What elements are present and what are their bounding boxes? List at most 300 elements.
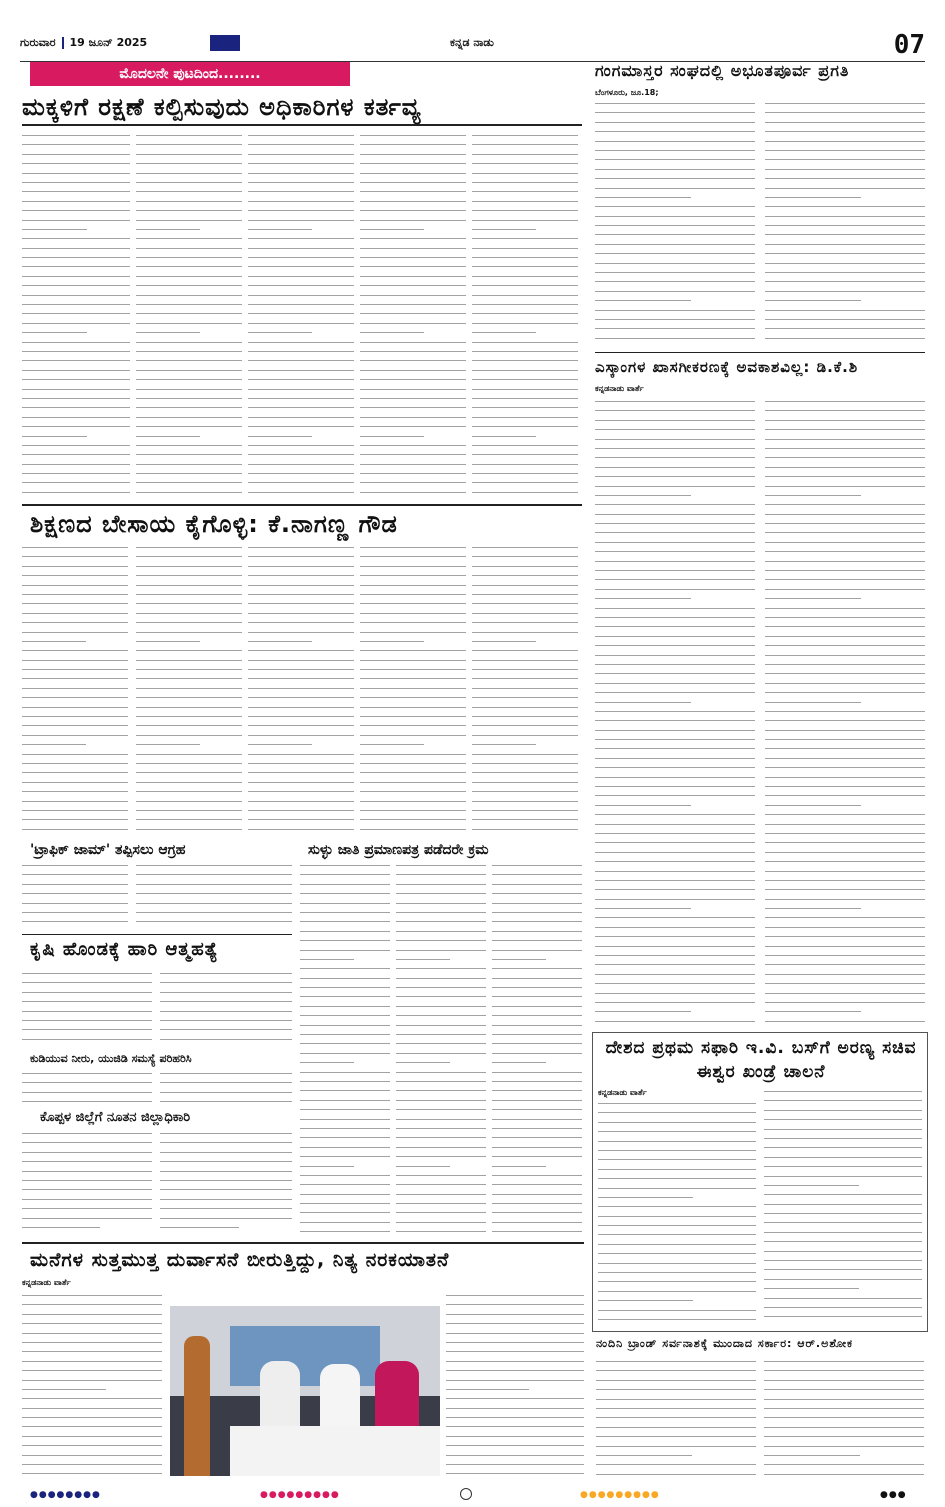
text-line xyxy=(765,546,925,555)
text-line xyxy=(764,1152,922,1161)
text-line xyxy=(300,1001,390,1010)
text-line xyxy=(22,1128,152,1137)
text-line xyxy=(136,598,242,607)
text-line xyxy=(248,655,354,664)
text-line xyxy=(22,1203,152,1212)
text-line xyxy=(765,443,925,452)
text-line xyxy=(22,598,128,607)
text-line xyxy=(598,1276,756,1285)
text-line xyxy=(22,308,130,317)
text-line xyxy=(765,434,925,443)
text-line xyxy=(764,1450,860,1459)
text-line xyxy=(492,945,582,954)
text-line xyxy=(595,286,755,295)
text-line xyxy=(160,1156,292,1165)
text-line xyxy=(136,786,242,795)
text-line xyxy=(136,468,242,477)
text-line xyxy=(595,753,755,762)
text-line xyxy=(472,224,536,233)
text-line xyxy=(248,421,354,430)
text-line xyxy=(136,337,242,346)
headline-a6: ಸುಳ್ಳು ಜಾತಿ ಪ್ರಮಾಣಪತ್ರ ಪಡೆದರೇ ಕ್ರಮ xyxy=(308,842,489,858)
article-body xyxy=(764,1086,922,1326)
text-line xyxy=(472,561,578,570)
text-line xyxy=(136,487,242,496)
text-line xyxy=(492,916,582,925)
text-line xyxy=(360,149,466,158)
text-line xyxy=(598,1286,756,1295)
text-line xyxy=(396,1001,486,1010)
text-line xyxy=(360,431,424,440)
text-line xyxy=(360,692,466,701)
text-line xyxy=(595,239,755,248)
text-line xyxy=(360,252,466,261)
text-line xyxy=(360,468,466,477)
text-line xyxy=(446,1337,584,1346)
text-line xyxy=(596,1375,756,1384)
text-line xyxy=(248,758,354,767)
text-line xyxy=(360,186,466,195)
article-body xyxy=(765,396,925,1026)
text-line xyxy=(248,233,354,242)
paper-name: ಕನ್ನಡ ನಾಡು xyxy=(450,36,494,49)
text-line xyxy=(472,308,578,317)
text-line xyxy=(22,758,128,767)
text-line xyxy=(360,355,466,364)
text-line xyxy=(765,107,925,116)
text-line xyxy=(596,1356,756,1365)
text-line xyxy=(492,1029,582,1038)
text-line xyxy=(765,537,925,546)
text-line xyxy=(595,490,691,499)
text-line xyxy=(22,1147,152,1156)
text-line xyxy=(764,1124,922,1133)
text-line xyxy=(300,1170,390,1179)
text-line xyxy=(765,856,925,865)
text-line xyxy=(360,598,466,607)
text-line xyxy=(396,869,486,878)
text-line xyxy=(22,711,128,720)
headline-a12: ನಂದಿನಿ ಬ್ರಾಂಡ್ ಸರ್ವನಾಶಕ್ಕೆ ಮುಂದಾದ ಸರ್ಕಾರ: ಆರ್.ಅಶೋಕ xyxy=(596,1337,853,1350)
text-line xyxy=(765,258,925,267)
text-line xyxy=(765,452,925,461)
text-line xyxy=(492,879,582,888)
text-line xyxy=(492,1179,582,1188)
text-line xyxy=(396,1029,486,1038)
text-line xyxy=(595,856,755,865)
text-line xyxy=(136,608,242,617)
text-line xyxy=(396,879,486,888)
text-line xyxy=(765,248,925,257)
text-line xyxy=(595,931,755,940)
text-line xyxy=(22,1440,162,1449)
text-line xyxy=(22,440,130,449)
text-line xyxy=(472,570,578,579)
text-line xyxy=(472,824,578,833)
text-line xyxy=(765,471,925,480)
text-line xyxy=(248,459,354,468)
color-registration: ●●● xyxy=(880,1490,907,1500)
text-line xyxy=(765,117,925,126)
text-line xyxy=(360,233,466,242)
text-line xyxy=(136,814,242,823)
text-line xyxy=(360,384,466,393)
text-line xyxy=(595,1006,691,1015)
text-line xyxy=(472,814,578,823)
text-line xyxy=(248,205,354,214)
text-line xyxy=(136,796,242,805)
text-line xyxy=(595,126,755,135)
text-line xyxy=(22,421,130,430)
text-line xyxy=(22,196,130,205)
text-line xyxy=(765,772,925,781)
text-line xyxy=(22,542,128,551)
text-line xyxy=(22,636,86,645)
text-line xyxy=(248,636,312,645)
text-line xyxy=(136,139,242,148)
text-line xyxy=(136,879,292,888)
text-line xyxy=(765,220,925,229)
text-line xyxy=(492,1001,582,1010)
text-line xyxy=(22,860,128,869)
text-line xyxy=(360,664,466,673)
text-line xyxy=(300,869,390,878)
text-line xyxy=(492,907,582,916)
text-line xyxy=(472,168,578,177)
text-line xyxy=(22,261,130,270)
text-line xyxy=(22,1375,162,1384)
text-line xyxy=(360,608,466,617)
text-line xyxy=(248,683,354,692)
text-line xyxy=(764,1422,924,1431)
text-line xyxy=(22,355,130,364)
text-line xyxy=(595,314,755,323)
text-line xyxy=(248,440,354,449)
text-line xyxy=(472,758,578,767)
text-line xyxy=(595,875,755,884)
text-line xyxy=(764,1105,922,1114)
text-line xyxy=(472,683,578,692)
text-line xyxy=(765,462,925,471)
text-line xyxy=(22,589,128,598)
text-line xyxy=(300,1151,390,1160)
headline-a9: ಕೊಪ್ಪಳ ಜಿಲ್ಲೆಗೆ ನೂತನ ಜಿಲ್ಲಾಧಿಕಾರಿ xyxy=(40,1110,191,1125)
text-line xyxy=(765,574,925,583)
text-line xyxy=(22,968,152,977)
text-line xyxy=(248,468,354,477)
text-line xyxy=(22,907,128,916)
text-line xyxy=(136,617,242,626)
text-line xyxy=(360,814,466,823)
headline-a4: ಶಿಕ್ಷಣದ ಬೇಸಾಯ ಕೈಗೊಳ್ಳಿ: ಕೆ.ನಾಗಣ್ಣ ಗೌಡ xyxy=(30,510,398,538)
text-line xyxy=(472,608,578,617)
text-line xyxy=(22,888,128,897)
text-line xyxy=(360,139,466,148)
text-line xyxy=(22,627,128,636)
text-line xyxy=(598,1248,756,1257)
text-line xyxy=(160,1222,239,1231)
text-line xyxy=(248,589,354,598)
text-line xyxy=(360,580,466,589)
text-line xyxy=(22,645,128,654)
text-line xyxy=(396,1048,486,1057)
text-line xyxy=(360,758,466,767)
text-line xyxy=(492,1085,582,1094)
text-line xyxy=(492,869,582,878)
text-line xyxy=(360,449,466,458)
text-line xyxy=(22,205,130,214)
registration-mark xyxy=(460,1488,472,1500)
article-body xyxy=(492,860,582,1238)
text-line xyxy=(360,196,466,205)
text-line xyxy=(765,593,861,602)
text-line xyxy=(396,1095,486,1104)
text-line xyxy=(492,860,582,869)
text-line xyxy=(22,916,128,925)
text-line xyxy=(472,280,578,289)
text-line xyxy=(765,612,925,621)
text-line xyxy=(472,337,578,346)
text-line xyxy=(136,261,242,270)
text-line xyxy=(22,551,128,560)
text-line xyxy=(300,973,390,982)
text-line xyxy=(595,603,755,612)
text-line xyxy=(248,477,354,486)
text-line xyxy=(765,941,925,950)
text-line xyxy=(360,308,466,317)
text-line xyxy=(248,308,354,317)
text-line xyxy=(360,215,466,224)
text-line xyxy=(136,730,242,739)
color-registration: ●●●●●●●● xyxy=(30,1490,101,1500)
text-line xyxy=(136,692,242,701)
text-line xyxy=(300,907,390,916)
article-body xyxy=(598,1098,756,1326)
text-line xyxy=(360,224,424,233)
text-line xyxy=(595,405,755,414)
text-line xyxy=(248,805,354,814)
text-line xyxy=(22,374,130,383)
text-line xyxy=(136,477,242,486)
text-line xyxy=(136,767,242,776)
text-line xyxy=(248,327,312,336)
article-body xyxy=(136,860,292,930)
text-line xyxy=(472,318,578,327)
text-line xyxy=(765,314,925,323)
text-line xyxy=(360,767,466,776)
text-line xyxy=(595,593,691,602)
text-line xyxy=(360,673,466,682)
text-line xyxy=(492,1142,582,1151)
text-line xyxy=(598,1201,756,1210)
text-line xyxy=(446,1393,584,1402)
text-line xyxy=(765,697,861,706)
text-line xyxy=(248,177,354,186)
text-line xyxy=(22,683,128,692)
text-line xyxy=(595,415,755,424)
text-line xyxy=(472,365,578,374)
text-line xyxy=(360,459,466,468)
text-line xyxy=(300,1076,390,1085)
text-line xyxy=(595,424,755,433)
text-line xyxy=(248,598,354,607)
text-line xyxy=(136,402,242,411)
text-line xyxy=(360,749,466,758)
text-line xyxy=(136,860,292,869)
text-line xyxy=(360,243,466,252)
text-line xyxy=(765,481,925,490)
text-line xyxy=(396,860,486,869)
text-line xyxy=(396,898,486,907)
article-body xyxy=(22,1128,152,1238)
text-line xyxy=(595,305,755,314)
text-line xyxy=(765,211,925,220)
text-line xyxy=(596,1469,756,1478)
text-line xyxy=(360,327,424,336)
text-line xyxy=(248,290,354,299)
text-line xyxy=(396,1132,486,1141)
text-line xyxy=(22,1096,152,1105)
text-line xyxy=(492,898,582,907)
text-line xyxy=(765,819,925,828)
text-line xyxy=(160,1096,292,1105)
text-line xyxy=(300,898,390,907)
text-line xyxy=(300,1020,390,1029)
text-line xyxy=(596,1450,692,1459)
text-line xyxy=(595,117,755,126)
text-line xyxy=(136,888,292,897)
text-line xyxy=(765,631,925,640)
rule xyxy=(595,352,925,353)
text-line xyxy=(472,777,578,786)
text-line xyxy=(765,490,861,499)
text-line xyxy=(472,636,536,645)
headline-a7: ಕೃಷಿ ಹೊಂಡಕ್ಕೆ ಹಾರಿ ಆತ್ಮಹತ್ಯೆ xyxy=(30,939,219,960)
text-line xyxy=(396,1057,450,1066)
text-line xyxy=(136,243,242,252)
text-line xyxy=(248,739,312,748)
text-line xyxy=(595,107,755,116)
text-line xyxy=(765,229,925,238)
text-line xyxy=(300,1123,390,1132)
text-line xyxy=(595,462,755,471)
text-line xyxy=(765,659,925,668)
text-line xyxy=(22,1087,152,1096)
text-line xyxy=(22,139,130,148)
text-line xyxy=(22,271,130,280)
text-line xyxy=(300,1198,390,1207)
text-line xyxy=(492,1161,546,1170)
text-line xyxy=(492,1189,582,1198)
text-line xyxy=(595,201,755,210)
text-line xyxy=(446,1403,584,1412)
text-line xyxy=(595,248,755,257)
text-line xyxy=(22,805,128,814)
text-line xyxy=(492,1226,582,1235)
text-line xyxy=(472,580,578,589)
text-line xyxy=(472,767,578,776)
headline-a11: ಮನೆಗಳ ಸುತ್ತಮುತ್ತ ದುರ್ವಾಸನೆ ಬೀರುತ್ತಿದ್ದು, ನಿತ್ಯ ನರಕಯಾತನೆ xyxy=(30,1249,450,1271)
divider xyxy=(62,37,64,49)
text-line xyxy=(595,819,755,828)
text-line xyxy=(492,1198,582,1207)
text-line xyxy=(446,1468,584,1477)
text-line xyxy=(595,743,755,752)
text-line xyxy=(596,1384,756,1393)
article-body xyxy=(22,542,128,837)
text-line xyxy=(248,777,354,786)
text-line xyxy=(396,1170,486,1179)
text-line xyxy=(492,1114,582,1123)
text-line xyxy=(136,196,242,205)
text-line xyxy=(22,1194,152,1203)
text-line xyxy=(472,327,536,336)
text-line xyxy=(160,1203,292,1212)
text-line xyxy=(446,1290,584,1299)
article-body xyxy=(396,860,486,1238)
text-line xyxy=(360,824,466,833)
text-line xyxy=(472,374,578,383)
text-line xyxy=(765,305,925,314)
text-line xyxy=(472,261,578,270)
text-line xyxy=(248,168,354,177)
text-line xyxy=(22,570,128,579)
text-line xyxy=(598,1295,693,1304)
text-line xyxy=(300,1217,390,1226)
text-line xyxy=(22,346,130,355)
text-line xyxy=(22,1299,162,1308)
text-line xyxy=(22,796,128,805)
text-line xyxy=(595,640,755,649)
text-line xyxy=(396,916,486,925)
text-line xyxy=(472,233,578,242)
text-line xyxy=(595,258,755,267)
text-line xyxy=(595,706,755,715)
text-line xyxy=(765,912,925,921)
text-line xyxy=(360,711,466,720)
text-line xyxy=(472,393,578,402)
text-line xyxy=(248,374,354,383)
text-line xyxy=(22,384,130,393)
text-line xyxy=(765,183,925,192)
text-line xyxy=(22,1166,152,1175)
text-line xyxy=(136,749,242,758)
text-line xyxy=(765,584,925,593)
text-line xyxy=(472,598,578,607)
text-line xyxy=(765,959,925,968)
text-line xyxy=(136,393,242,402)
text-line xyxy=(248,617,354,626)
text-line xyxy=(595,323,755,332)
text-line xyxy=(765,276,925,285)
text-line xyxy=(764,1469,924,1478)
rule xyxy=(22,934,292,935)
text-line xyxy=(22,130,130,139)
text-line xyxy=(22,243,130,252)
text-line xyxy=(765,790,925,799)
text-line xyxy=(472,421,578,430)
text-line xyxy=(248,280,354,289)
text-line xyxy=(248,215,354,224)
text-line xyxy=(492,1020,582,1029)
text-line xyxy=(22,1356,162,1365)
text-line xyxy=(248,384,354,393)
text-line xyxy=(446,1431,584,1440)
article-body xyxy=(765,98,925,348)
text-line xyxy=(136,711,242,720)
text-line xyxy=(396,991,486,1000)
text-line xyxy=(472,664,578,673)
